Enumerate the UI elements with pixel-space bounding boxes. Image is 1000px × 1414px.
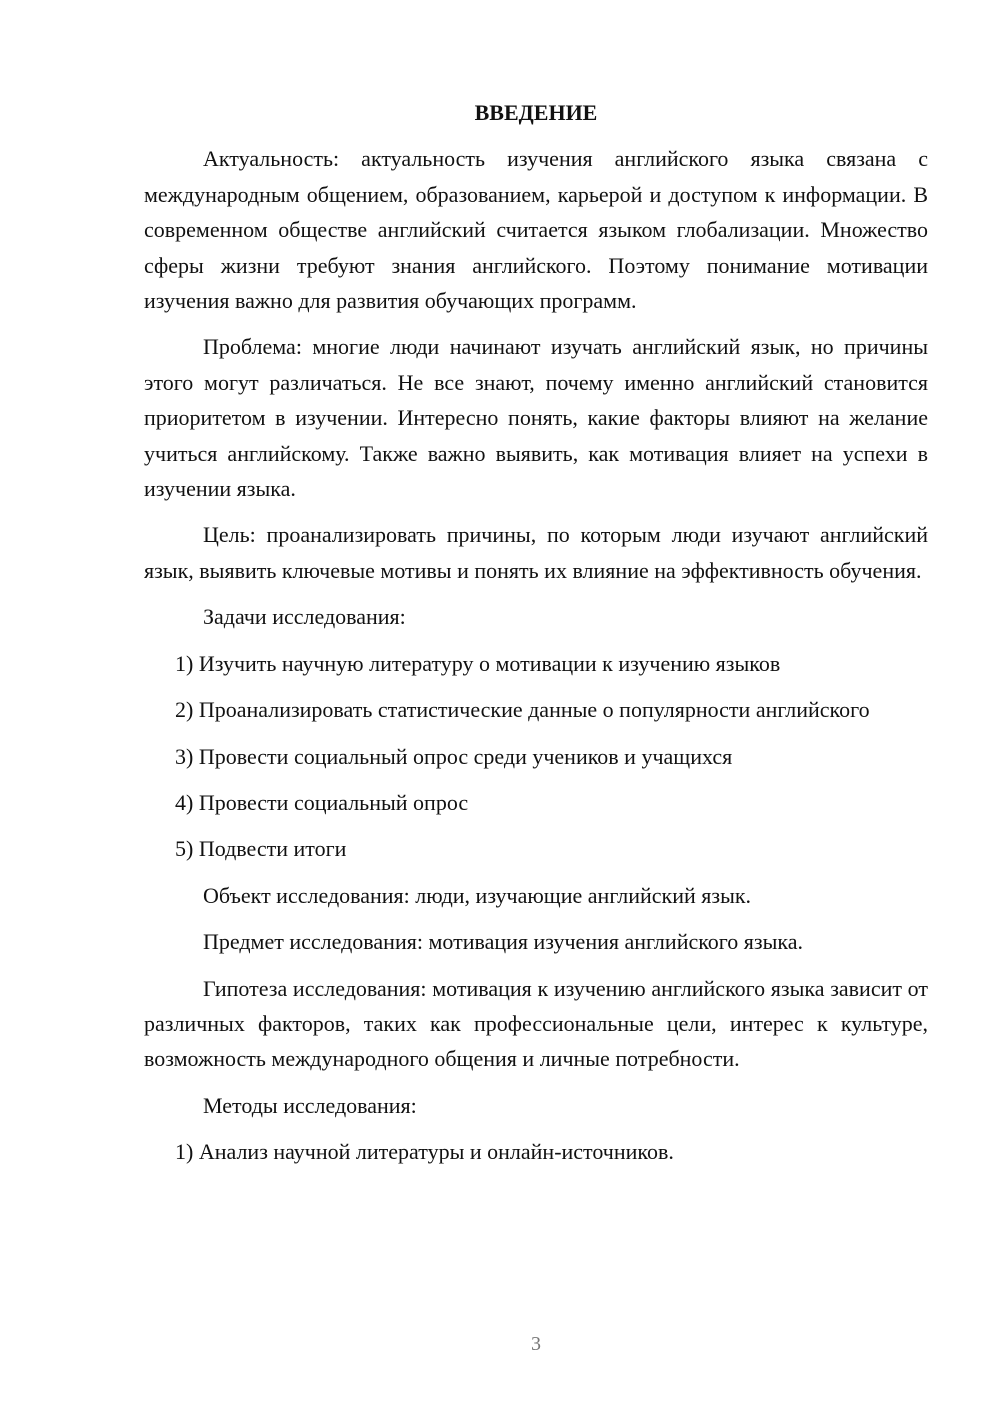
- task-item-5: 5) Подвести итоги: [175, 836, 347, 862]
- method-item-1: 1) Анализ научной литературы и онлайн-источников.: [175, 1139, 674, 1165]
- goal-paragraph: Цель: проанализировать причины, по которым люди изучают английский язык, выявить ключевые мотивы и понять их влияние на эффективность обучения.: [144, 522, 928, 583]
- task-item-4: 4) Провести социальный опрос: [175, 789, 469, 815]
- task-item-2: 2) Проанализировать статистические данные о популярности английского: [175, 697, 870, 723]
- task-item-3: 3) Провести социальный опрос среди учеников и учащихся: [175, 743, 733, 769]
- task-item-1: 1) Изучить научную литературу о мотивации к изучению языков: [175, 650, 781, 676]
- object-paragraph: Объект исследования: люди, изучающие английский язык.: [203, 882, 752, 908]
- methods-title: Методы исследования:: [203, 1092, 417, 1118]
- hypothesis-paragraph: Гипотеза исследования: мотивация к изучению английского языка зависит от различных факторов, таких как профессиональные цели, интерес к культуре, возможность международного общения и личные потребности.: [144, 975, 928, 1072]
- section-heading: ВВЕДЕНИЕ: [474, 100, 598, 125]
- page-number: 3: [531, 1333, 541, 1355]
- subject-paragraph: Предмет исследования: мотивация изучения английского языка.: [203, 929, 803, 955]
- tasks-title: Задачи исследования:: [203, 604, 406, 630]
- problem-paragraph: Проблема: многие люди начинают изучать английский язык, но причины этого могут различаться. Не все знают, почему именно английский становится приоритетом в изучении. Интересно понять, какие факторы влияют на желание учиться английскому. Также важно выявить, как мотивация влияет на успехи в изучении языка.: [144, 334, 928, 502]
- relevance-paragraph: Актуальность: актуальность изучения английского языка связана с международным общением, образованием, карьерой и доступом к информации. В современном обществе английский считается языком глобализации. Множество сферы жизни требуют знания английского. Поэтому понимание мотивации изучения важно для развития обучающих программ.: [144, 146, 928, 314]
- page-body: [144, 95, 928, 1181]
